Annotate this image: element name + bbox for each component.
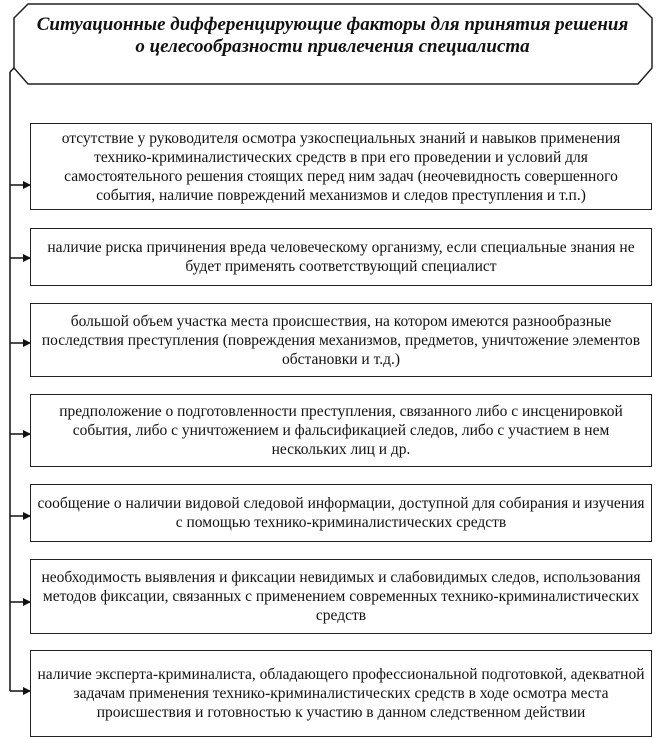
factor-box-5: [30, 484, 652, 542]
factor-box-4: [30, 394, 652, 467]
factor-box-6: [30, 559, 652, 634]
diagram-title: Ситуационные дифференцирующие факторы для принятия решения о целесообразности привлечения специалиста: [36, 14, 629, 57]
factor-box-2: [30, 228, 652, 286]
factor-text-7: наличие эксперта-криминалиста, обладающего профессиональной подготовкой, адекватной задачам применения технико-криминалистических средств в ходе осмотра места происшествия и готовностью к участию в данном следственном действии: [37, 666, 645, 721]
factor-text-5: сообщение о наличии видовой следовой информации, доступной для собирания и изучения с помощью технико-криминалистических средств: [37, 495, 645, 531]
factor-box-7: [30, 650, 652, 737]
spine-link: [10, 68, 14, 72]
factor-text-6: необходимость выявления и фиксации невидимых и слабовидимых следов, использования методов фиксации, связанных с применением современных технико-криминалистических средств: [41, 569, 641, 624]
factor-box-1: [30, 123, 652, 210]
factor-text-1: отсутствие у руководителя осмотра узкоспециальных знаний и навыков применения технико-криминалистических средств в при его проведении и условий для самостоятельного решения стоящих перед ним задач (неочевидность совершенного события, наличие повреждений механизмов и следов преступления и т.п.): [61, 129, 621, 204]
factor-text-3: большой объем участка места происшествия, на котором имеются разнообразные последствия преступления (повреждения механизмов, предметов, уничтожение элементов обстановки и т.д.): [41, 312, 641, 368]
factor-text-2: наличие риска причинения вреда человеческому организму, если специальные знания не будет применять соответствующий специалист: [47, 239, 635, 275]
factor-text-4: предположение о подготовленности преступления, связанного либо с инсценировкой события, либо с уничтожением и фальсификацией следов, либо с участием в нем нескольких лиц и др.: [59, 403, 623, 458]
factor-box-3: [30, 303, 652, 377]
